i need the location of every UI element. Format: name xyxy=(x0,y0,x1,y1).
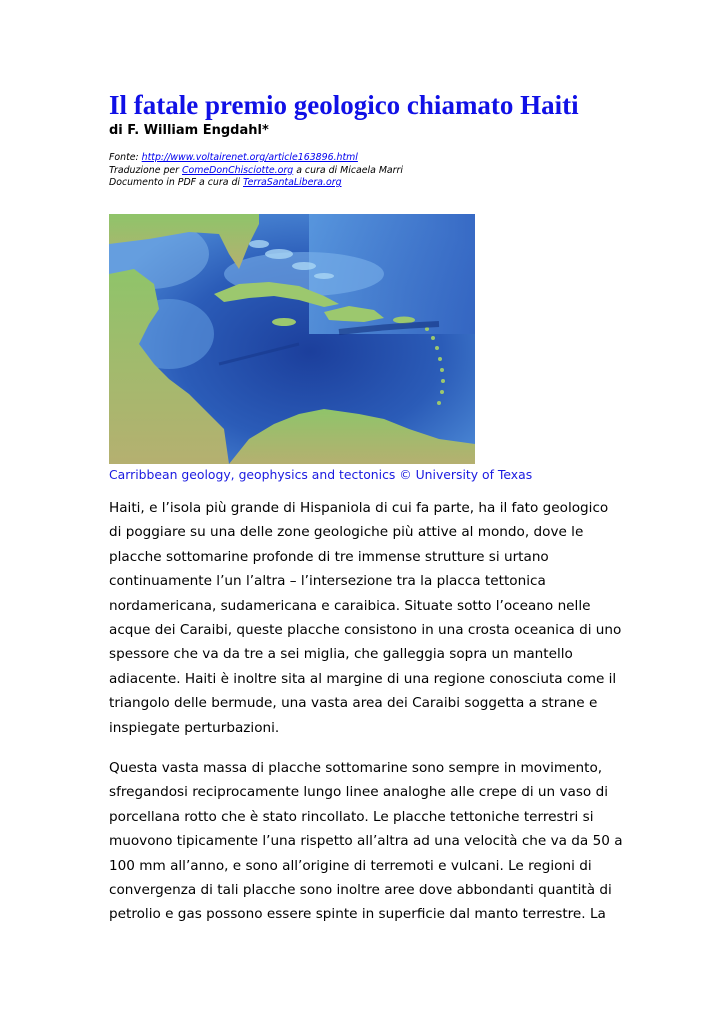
source-label: Fonte: xyxy=(109,152,139,163)
caribbean-relief-map xyxy=(109,214,475,464)
text-line: di poggiare su una delle zone geologiche più attive al mondo, dove le xyxy=(109,524,584,541)
text-line: Haiti, e l’isola più grande di Hispaniola di cui fa parte, ha il fato geologico xyxy=(109,500,609,516)
text-line: nordamericana, sudamericana e caraibica. Situate sotto l’oceano nelle xyxy=(109,597,591,614)
text-line: acque dei Caraibi, queste placche consistono in una crosta oceanica di uno xyxy=(109,622,622,639)
source-link[interactable]: http://www.voltairenet.org/article163896.html xyxy=(141,152,358,163)
text-line: continuamente l’un l’altra – l’intersezione tra la placca tettonica xyxy=(109,573,546,590)
article-title: Il fatale premio geologico chiamato Haiti xyxy=(109,90,579,120)
text-line: porcellana rotto che è stato rincollato. Le placche tettoniche terrestri si xyxy=(109,808,594,825)
source-metadata xyxy=(109,152,629,190)
text-line: sfregandosi reciprocamente lungo linee analoghe alle crepe di un vaso di xyxy=(109,784,608,801)
pdf-credit-row xyxy=(109,177,629,190)
translation-row xyxy=(109,165,629,178)
text-line: 100 mm all’anno, e sono all’origine di terremoti e vulcani. Le regioni di xyxy=(109,857,592,874)
pdf-credit-label: Documento in PDF a cura di xyxy=(109,177,241,188)
text-line: inspiegate perturbazioni. xyxy=(109,719,280,736)
text-line: convergenza di tali placche sono inoltre aree dove abbondanti quantità di xyxy=(109,882,612,899)
figure-caption: Carribbean geology, geophysics and tectonics © University of Texas xyxy=(109,467,533,482)
map-illustration xyxy=(109,214,475,464)
text-line: Questa vasta massa di placche sottomarine sono sempre in movimento, xyxy=(109,760,603,776)
pdf-credit-link[interactable]: TerraSantaLibera.org xyxy=(243,177,342,188)
text-line: triangolo delle bermude, una vasta area dei Caraibi soggetta a strane e xyxy=(109,695,598,712)
translation-credit: a cura di Micaela Marri xyxy=(296,164,403,176)
text-line: spessore che va da tre a sei miglia, che galleggia sopra un mantello xyxy=(109,646,573,663)
text-line: adiacente. Haiti è inoltre sita al margine di una regione conosciuta come il xyxy=(109,670,617,687)
translation-link[interactable]: ComeDonChisciotte.org xyxy=(182,164,294,176)
paragraph-1 xyxy=(109,496,629,740)
text-line: placche sottomarine profonde di tre immense strutture si urtano xyxy=(109,548,549,565)
source-row xyxy=(109,152,629,165)
paragraph-2 xyxy=(109,756,629,927)
translation-label: Traduzione per xyxy=(109,164,180,176)
text-line: muovono tipicamente l’una rispetto all’altra ad una velocità che va da 50 a xyxy=(109,833,623,850)
text-line: petrolio e gas possono essere spinte in superficie dal manto terrestre. La xyxy=(109,906,606,923)
author-byline: di F. William Engdahl* xyxy=(109,123,269,138)
